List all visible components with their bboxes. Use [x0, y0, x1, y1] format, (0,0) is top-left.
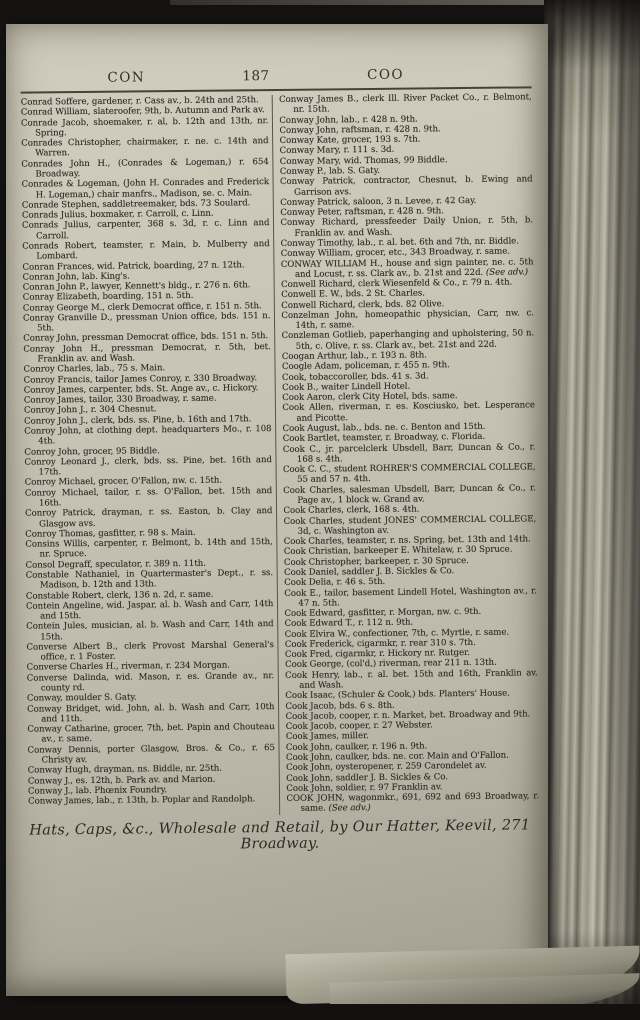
directory-entry: Conway William, grocer, etc., 343 Broadway, r. same.: [280, 246, 510, 260]
directory-entry: Contein Angeline, wid. Jaspar, al. b. Wash and Carr, 14th and 15th.: [25, 598, 274, 622]
running-header: [24, 66, 487, 87]
header-right-guide-word: COO: [367, 66, 405, 84]
directory-entry: Conwell Richard, clerk, bds. 82 Olive.: [281, 298, 445, 311]
directory-entry: Cook Christopher, barkeeper, r. 30 Spruce.: [283, 555, 469, 568]
directory-entry: Conway Peter, raftsman, r. 428 n. 9th.: [280, 206, 444, 219]
advertiser-footer-line: Hats, Caps, &c., Wholesale and Retail, by Our Hatter, Keevil, 271 Broadway.: [29, 817, 531, 853]
directory-entry: Conway Hugh, drayman, ns. Biddle, nr. 25th.: [27, 763, 222, 776]
directory-entry: Conrads Julius, boxmaker, r. Carroll, c. Linn.: [21, 208, 214, 221]
directory-entry: Cook Christian, barkeeper E. Whitelaw, r. 30 Spruce.: [283, 544, 513, 558]
directory-entry: Cook, tobaccoroller, bds. 41 s. 3d.: [281, 371, 429, 383]
directory-entry: Conroy Leonard J., clerk, bds. ss. Pine, bet. 16th and 17th.: [24, 454, 272, 478]
directory-page: [6, 24, 548, 996]
header-left-guide-word: CON: [107, 69, 146, 86]
directory-entry: Cook James, miller.: [285, 731, 369, 743]
directory-entry: Conray George M., clerk Democrat office, r. 151 n. 5th.: [22, 300, 262, 314]
directory-entry: Conran John P., lawyer, Kennett's bldg., r. 276 n. 6th.: [22, 280, 251, 293]
page-number: 187: [242, 68, 270, 85]
directory-entry: Converse Charles H., riverman, r. 234 Morgan.: [26, 660, 230, 674]
directory-entry: Conway, moulder S. Gaty.: [26, 692, 137, 704]
directory-entry: Cook Charles, student JONES' COMMERCIAL COLLEGE, 3d, c. Washington av.: [283, 513, 537, 537]
directory-entry: Conrades John H., (Conrades & Logeman,) r. 654 Broadway.: [21, 156, 269, 180]
directory-entry: Consins Willis, carpenter, r. Belmont, b. 14th and 15th, nr. Spruce.: [25, 537, 273, 560]
page-content: [2, 21, 554, 999]
directory-entry: Cook Henry, lab., r. al. bet. 15th and 16th, Franklin av. and Wash.: [285, 668, 538, 691]
column-right: [272, 92, 539, 814]
directory-entry: Converse Albert B., clerk Provost Marshal General's office, r. 1 Foster.: [26, 639, 274, 663]
directory-entry: Conrade Stephen, saddletreemaker, bds. 73 Soulard.: [21, 198, 251, 211]
directory-entry: Conway J., lab. Phœnix Foundry.: [27, 785, 168, 797]
directory-entry: Constable Robert, clerk, 136 n. 2d, r. same.: [25, 589, 214, 602]
directory-entry: Conran John, lab. King's.: [22, 271, 130, 283]
directory-entry: CONWAY WILLIAM H., house and sign painter, ne. c. 5th and Locust, r. ss. Clark av., b. 21st and 22d. (See adv.): [280, 256, 534, 280]
directory-entry: Coogan Arthur, lab., r. 193 n. 8th.: [281, 350, 427, 362]
directory-entry: Cook Daniel, saddler J. B. Sickles & Co.: [284, 566, 455, 578]
directory-entry: Cook Allen, riverman, r. es. Kosciusko, bet. Lesperance and Picotte.: [282, 400, 535, 424]
directory-entry: Cook John, caulker, bds. ne. cor. Main and O'Fallon.: [285, 750, 509, 763]
directory-entry: Cook John, oysteropener, r. 259 Carondelet av.: [286, 761, 487, 774]
directory-entry: Conway Dennis, porter Glasgow, Bros. & Co., r. 65 Christy av.: [27, 742, 275, 766]
directory-entry: Conway Patrick, saloon, 3 n. Levee, r. 42 Gay.: [280, 195, 477, 208]
directory-entry: Conrad William, slateroofer, 9th, b. Autumn and Park av.: [20, 105, 265, 118]
directory-entry: Cook Jacob, cooper, r. 27 Webster.: [285, 720, 433, 733]
directory-entry: Conway Kate, grocer, 193 s. 7th.: [279, 134, 421, 147]
directory-entry: Cook Fred, cigarmkr, r. Hickory nr. Rutger.: [284, 648, 470, 661]
directory-entry: Conway James, lab., r. 13th, b. Poplar and Randolph.: [28, 794, 256, 807]
directory-entry: Conroy Francis, tailor James Conroy, r. 330 Broadway.: [23, 372, 258, 386]
directory-entry: Conroy James, carpenter, bds. St. Ange av., c. Hickory.: [23, 383, 259, 396]
directory-entry: Conway Richard, pressfeeder Daily Union, r. 5th, b. Franklin av. and Wash.: [280, 215, 534, 239]
directory-entry: Cook George, (col'd,) riverman, rear 211 n. 13th.: [284, 658, 497, 671]
directory-entry: Conroy John, grocer, 95 Biddle.: [24, 445, 160, 458]
directory-entry: Conrades & Logeman, (John H. Conrades and Frederick H. Logeman,) chair manfrs., Madison, se. c. Main.: [21, 177, 270, 201]
directory-entry: Cook B., waiter Lindell Hotel.: [282, 381, 411, 393]
directory-entry: Conrads Julius, carpenter, 368 s. 3d, r. c. Linn and Carroll.: [21, 218, 270, 242]
directory-entry: Cook John, saddler J. B. Sickles & Co.: [286, 771, 448, 784]
directory-entry: Conway Catharine, grocer, 7th, bet. Papin and Chouteau av., r. same.: [27, 722, 275, 745]
directory-entry: Cook Delia, r. 46 s. 5th.: [284, 577, 386, 589]
directory-entry: Cook Jacob, cooper, r. n. Market, bet. Broadway and 9th.: [285, 709, 531, 722]
directory-entry: Conway Mary, r. 111 s. 3d.: [279, 145, 395, 157]
directory-entry: Conzelman John, homeopathic physician, Carr, nw. c. 14th, r. same.: [281, 308, 535, 331]
directory-entry: Conroy John, at clothing dept. headquarters Mo., r. 108 4th.: [24, 424, 272, 447]
directory-entry: Conray Granville D., pressman Union office, bds. 151 n. 5th.: [22, 310, 271, 334]
directory-entry: Conroy John J., clerk, bds. ss. Pine, b. 16th and 17th.: [24, 413, 252, 427]
directory-entry: Converse Dalinda, wid. Mason, r. es. Grande av., nr. county rd.: [26, 670, 275, 694]
directory-entry: Conroy Michael, grocer, O'Fallon, nw. c. 15th.: [24, 475, 223, 489]
directory-entry: Conway Patrick, contractor, Chesnut, b. Ewing and Garrison avs.: [279, 174, 533, 198]
directory-entry: Conroy Michael, tailor, r. ss. O'Fallon, bet. 15th and 16th.: [24, 485, 273, 509]
directory-entry: Cook Edward, gasfitter, r. Morgan, nw. c. 9th.: [284, 606, 482, 619]
directory-entry: Cook E., tailor, basement Lindell Hotel, Washington av., r. 47 n. 5th.: [284, 585, 537, 609]
directory-entry: Conwell Richard, clerk Wiesenfeld & Co., r. 79 n. 4th.: [281, 277, 513, 291]
directory-entry: Conray John H., pressman Democrat, r. 5th, bet. Franklin av. and Wash.: [23, 341, 271, 365]
directory-entry: Cook C. C., student ROHRER'S COMMERCIAL COLLEGE, 55 and 57 n. 4th.: [282, 462, 536, 486]
directory-entry: Conway Bridget, wid. John, al. b. Wash and Carr, 10th and 11th.: [27, 701, 275, 725]
directory-entry: Conray Elizabeth, boarding, 151 n. 5th.: [22, 291, 194, 303]
directory-entry: Conrad Soffere, gardener, r. Cass av., b. 24th and 25th.: [20, 95, 259, 108]
scan-bottom-edge: [0, 1004, 640, 1020]
directory-entry: Cook John, soldier, r. 97 Franklin av.: [286, 782, 443, 794]
directory-entry: Conway Timothy, lab., r. al. bet. 6th and 7th, nr. Biddle.: [280, 236, 519, 249]
directory-entry: Conwell E. W., bds. 2 St. Charles.: [281, 288, 425, 301]
directory-entry: Cook Elvira W., confectioner, 7th, c. Myrtle, r. same.: [284, 627, 510, 640]
directory-entry: Cook Charles, salesman Ubsdell, Barr, Duncan & Co., r. Page av., 1 block w. Grand av.: [283, 482, 536, 506]
directory-entry: Cook August, lab., bds. ne. c. Benton and 15th.: [282, 421, 486, 434]
directory-entry: Conroy John J., r. 304 Chesnut.: [23, 404, 157, 417]
column-left: [21, 95, 280, 817]
directory-entry: COOK JOHN, wagonmkr., 691, 692 and 693 Broadway, r. same. (See adv.): [286, 791, 540, 815]
directory-entry: Conrads Robert, teamster, r. Main, b. Mulberry and Lombard.: [22, 239, 270, 262]
directory-entry: Constable Nathaniel, in Quartermaster's Dept., r. ss. Madison, b. 12th and 13th.: [25, 567, 274, 591]
directory-entry: Cook Bartlet, teamster, r. Broadway, c. Florida.: [282, 432, 486, 445]
directory-entry: Conray John, pressman Democrat office, bds. 151 n. 5th.: [23, 331, 269, 345]
directory-entry: Cook Aaron, clerk City Hotel, bds. same.: [282, 391, 458, 404]
directory-entry: Consol Degraff, speculator, r. 389 n. 11th.: [25, 558, 206, 571]
directory-entry: Cook Frederick, cigarmkr, r. rear 310 s. 7th.: [284, 637, 476, 650]
directory-entry: Conway James B., clerk Ill. River Packet Co., r. Belmont, nr. 15th.: [279, 92, 532, 116]
directory-columns: [21, 92, 540, 817]
directory-entry: Cook Isaac, (Schuler & Cook,) bds. Planters' House.: [285, 688, 510, 702]
directory-entry: Cook Charles, teamster, r. ns. Spring, bet. 13th and 14th.: [283, 534, 531, 548]
directory-entry: Conroy Charles, lab., 75 s. Main.: [23, 363, 166, 375]
directory-entry: Conroy James, tailor, 330 Broadway, r. same.: [23, 393, 217, 406]
directory-entry: Conway P., lab. S. Gaty.: [279, 165, 381, 177]
directory-entry: Conway John, lab., r. 428 n. 9th.: [279, 114, 418, 126]
book-fore-edge-pages: [544, 0, 640, 1020]
directory-entry: Conzleman Gotlieb, paperhanging and upholstering, 50 n. 5th, c. Olive, r. ss. Clark av., bet. 21st and 22d.: [281, 328, 535, 352]
directory-entry: Conway John, raftsman, r. 428 n. 9th.: [279, 124, 441, 136]
directory-entry: Cook Charles, clerk, 168 s. 4th.: [283, 504, 420, 517]
directory-entry: Conrade Jacob, shoemaker, r. al, b. 12th and 13th, nr. Spring.: [20, 115, 269, 139]
directory-entry: Cook Jacob, bds. 6 s. 8th.: [285, 700, 395, 712]
directory-entry: Conrades Christopher, chairmaker, r. ne. c. 14th and Warren.: [21, 136, 269, 159]
directory-entry: Contein Jules, musician, al. b. Wash and Carr, 14th and 15th.: [26, 619, 274, 643]
directory-entry: Cook John, caulker, r. 196 n. 9th.: [285, 741, 428, 753]
directory-entry: Conroy Patrick, drayman, r. ss. Easton, b. Clay and Glasgow avs.: [24, 506, 273, 530]
directory-entry: Cook C., jr. parcelclerk Ubsdell, Barr, Duncan & Co., r. 168 s. 4th.: [282, 441, 536, 465]
directory-entry: Conway Mary, wid. Thomas, 99 Biddle.: [279, 154, 448, 167]
directory-entry: Conran Frances, wid. Patrick, boarding, 27 n. 12th.: [22, 259, 245, 273]
directory-entry: Conroy Thomas, gasfitter, r. 98 s. Main.: [25, 527, 196, 540]
directory-entry: Conway J., es. 12th, b. Park av. and Marion.: [27, 774, 216, 787]
directory-entry: Cook Edward T., r. 112 n. 9th.: [284, 617, 414, 630]
directory-entry: Coogle Adam, policeman, r. 455 n. 9th.: [281, 360, 450, 373]
